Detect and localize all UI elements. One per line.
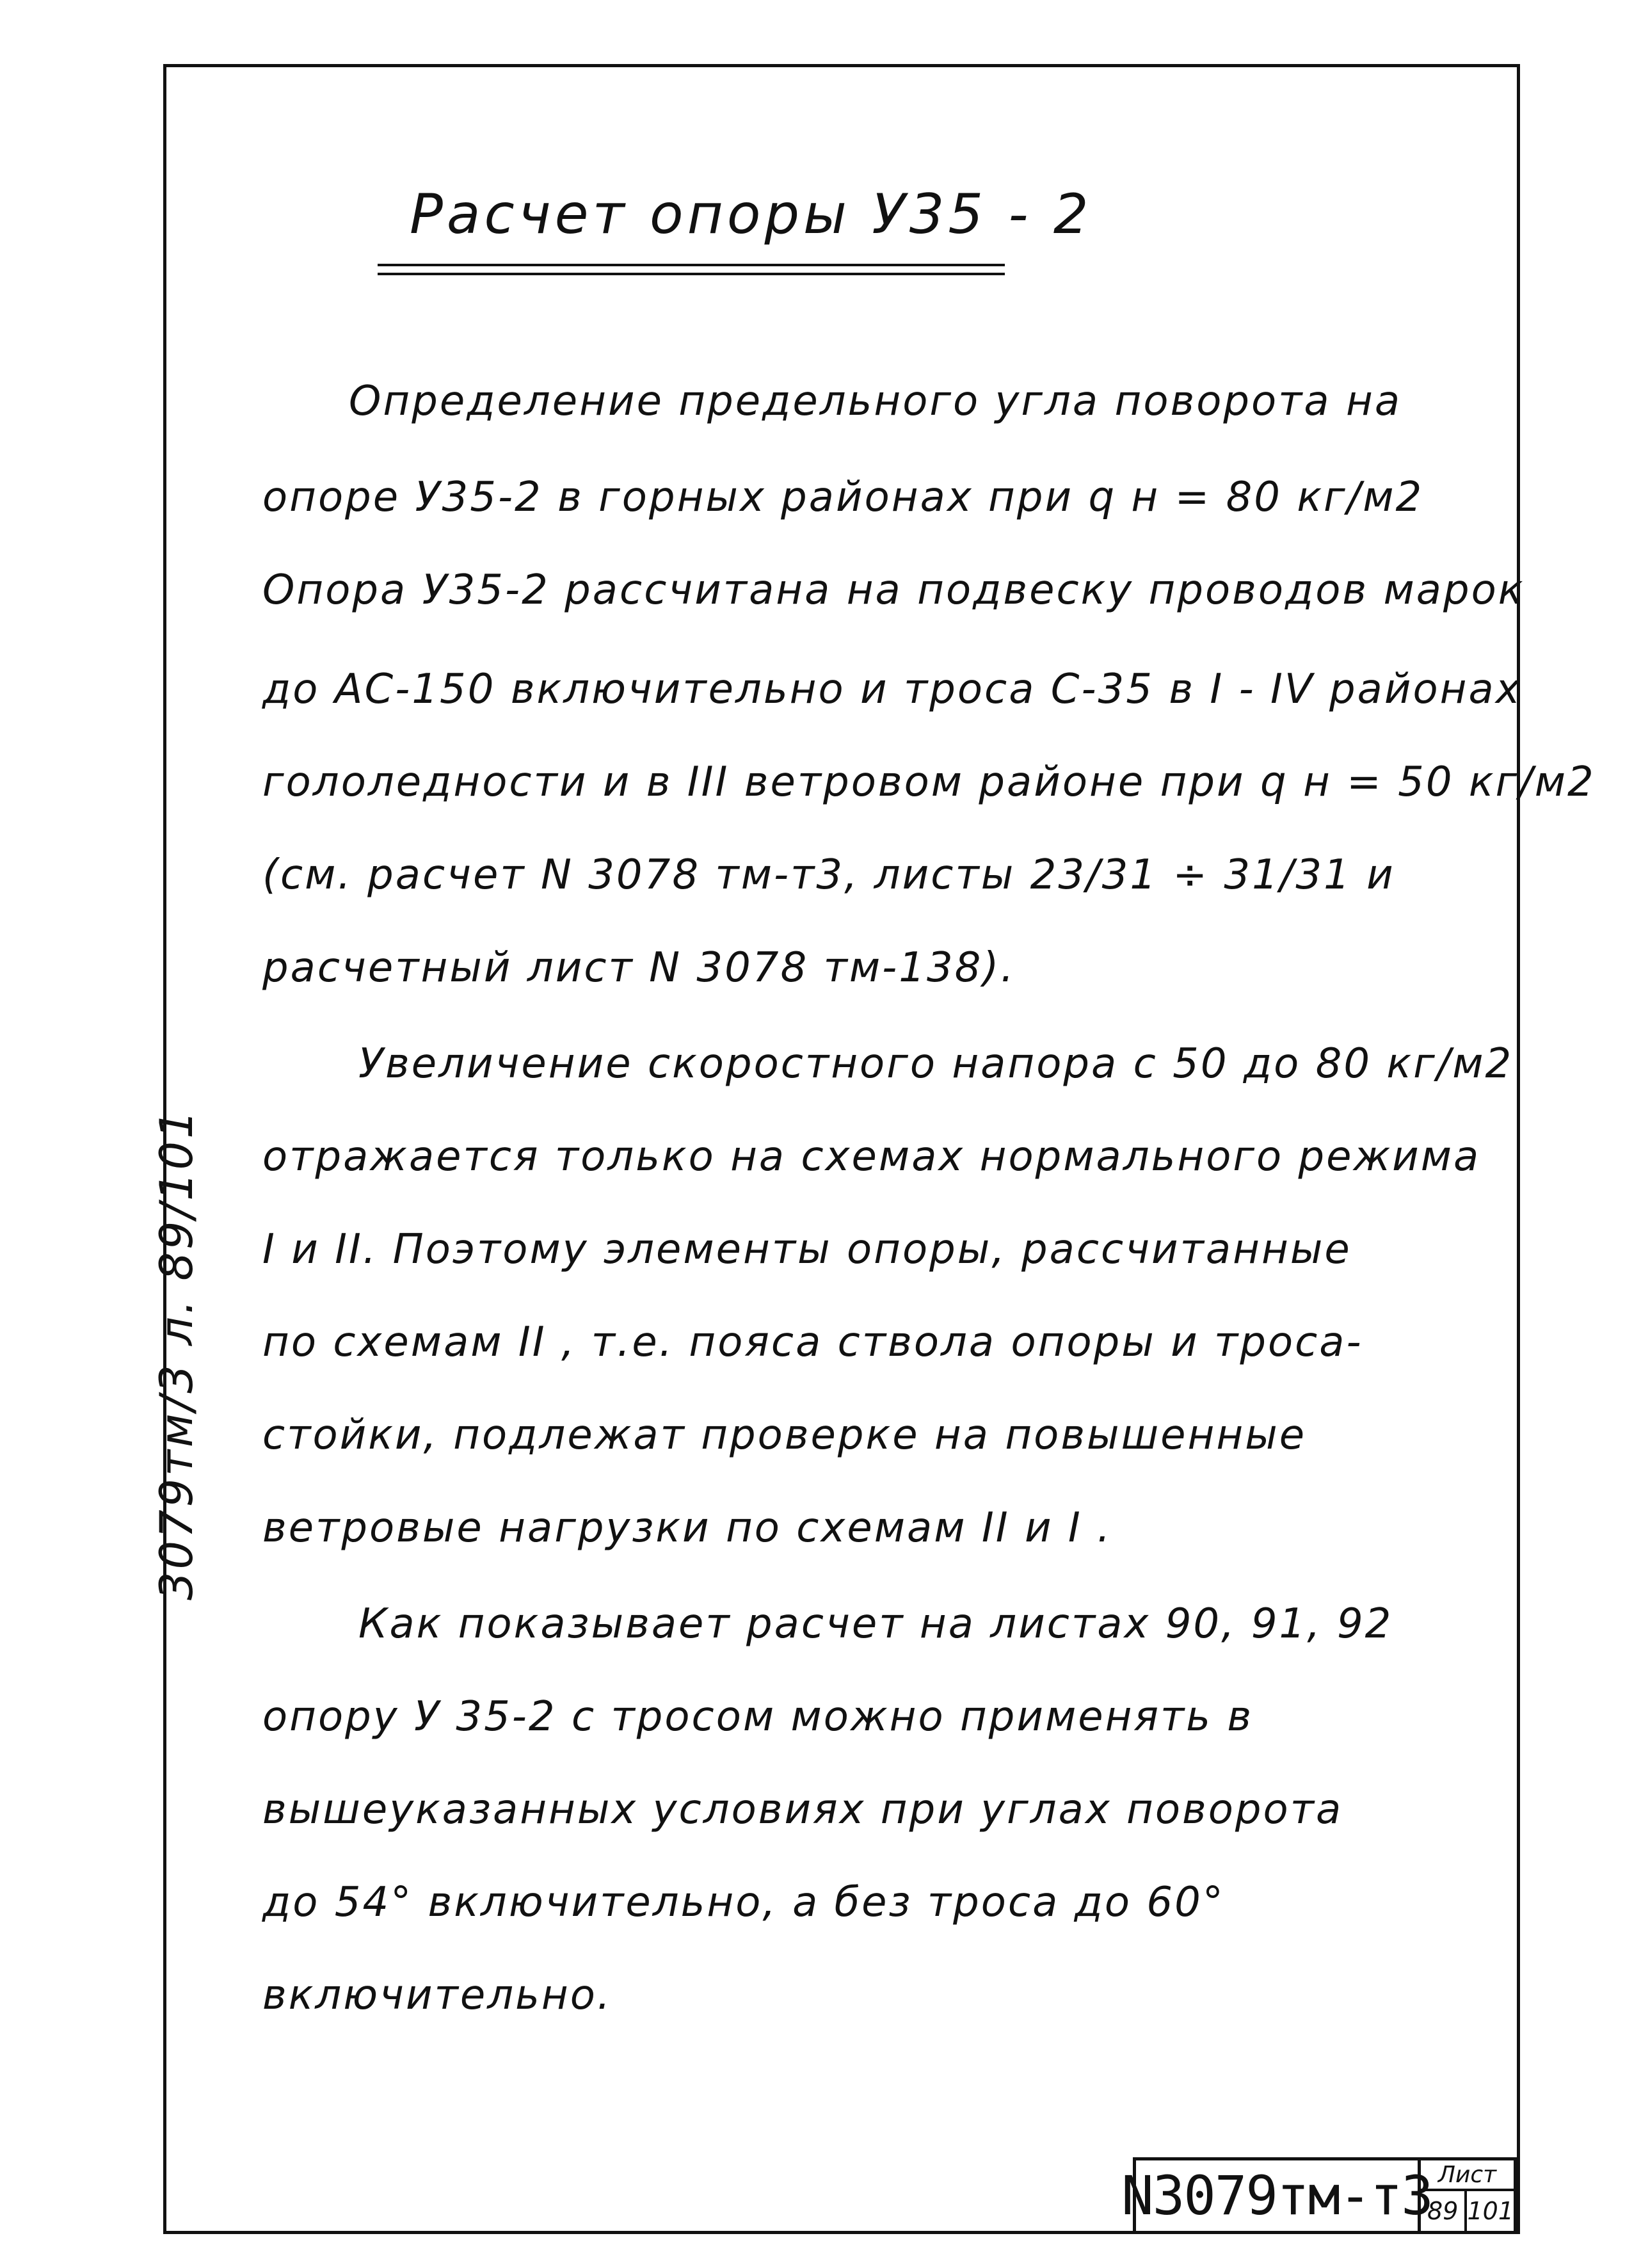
- text-line-18: включительно.: [262, 1972, 612, 2019]
- text-line-2: опоре У35-2 в горных районах при q н = 80 кг/м2: [262, 474, 1424, 521]
- text-line-4: до АС-150 включительно и троса С-35 в I - IV районах: [262, 666, 1522, 713]
- text-line-14: Как показывает расчет на листах 90, 91, 92: [358, 1600, 1393, 1648]
- sheet-numbers: [1421, 2191, 1514, 2231]
- page-title: Расчет опоры У35 - 2: [410, 182, 1093, 246]
- text-line-16: вышеуказанных условиях при углах поворота: [262, 1786, 1343, 1833]
- document-number: N3079тм-т3: [1136, 2160, 1421, 2231]
- text-line-7: расчетный лист N 3078 тм-138).: [262, 944, 1016, 992]
- text-line-3: Опора У35-2 рассчитана на подвеску проводов марок: [262, 567, 1525, 614]
- side-note-text: 3079тм/3 л. 89/101: [150, 1107, 203, 1600]
- sheet-cell: [1421, 2160, 1514, 2231]
- text-line-6: (см. расчет N 3078 тм-т3, листы 23/31 ÷ 31/31 и: [262, 851, 1395, 899]
- text-line-15: опору У 35-2 с тросом можно применять в: [262, 1693, 1254, 1741]
- text-line-1: Определение предельного угла поворота на: [349, 378, 1402, 425]
- sheet-label: Лист: [1421, 2160, 1514, 2191]
- sheet-total: 101: [1467, 2197, 1514, 2225]
- title-block: [1121, 2157, 1517, 2234]
- text-line-11: по схемам II , т.е. пояса ствола опоры и троса-: [262, 1319, 1363, 1366]
- text-line-9: отражается только на схемах нормального режима: [262, 1133, 1481, 1180]
- text-line-10: I и II. Поэтому элементы опоры, рассчитанные: [262, 1226, 1352, 1273]
- text-line-8: Увеличение скоростного напора с 50 до 80 кг/м2: [358, 1040, 1514, 1088]
- sheet-number: 89: [1421, 2191, 1467, 2231]
- text-line-12: стойки, подлежат проверке на повышенные: [262, 1411, 1307, 1459]
- text-line-5: гололедности и в III ветровом районе при q н = 50 кг/м2: [262, 759, 1596, 806]
- text-line-13: ветровые нагрузки по схемам II и I .: [262, 1504, 1112, 1552]
- title-underline-second: [378, 273, 1005, 275]
- text-line-17: до 54° включительно, а без троса до 60°: [262, 1879, 1225, 1926]
- title-underline: [378, 264, 1005, 266]
